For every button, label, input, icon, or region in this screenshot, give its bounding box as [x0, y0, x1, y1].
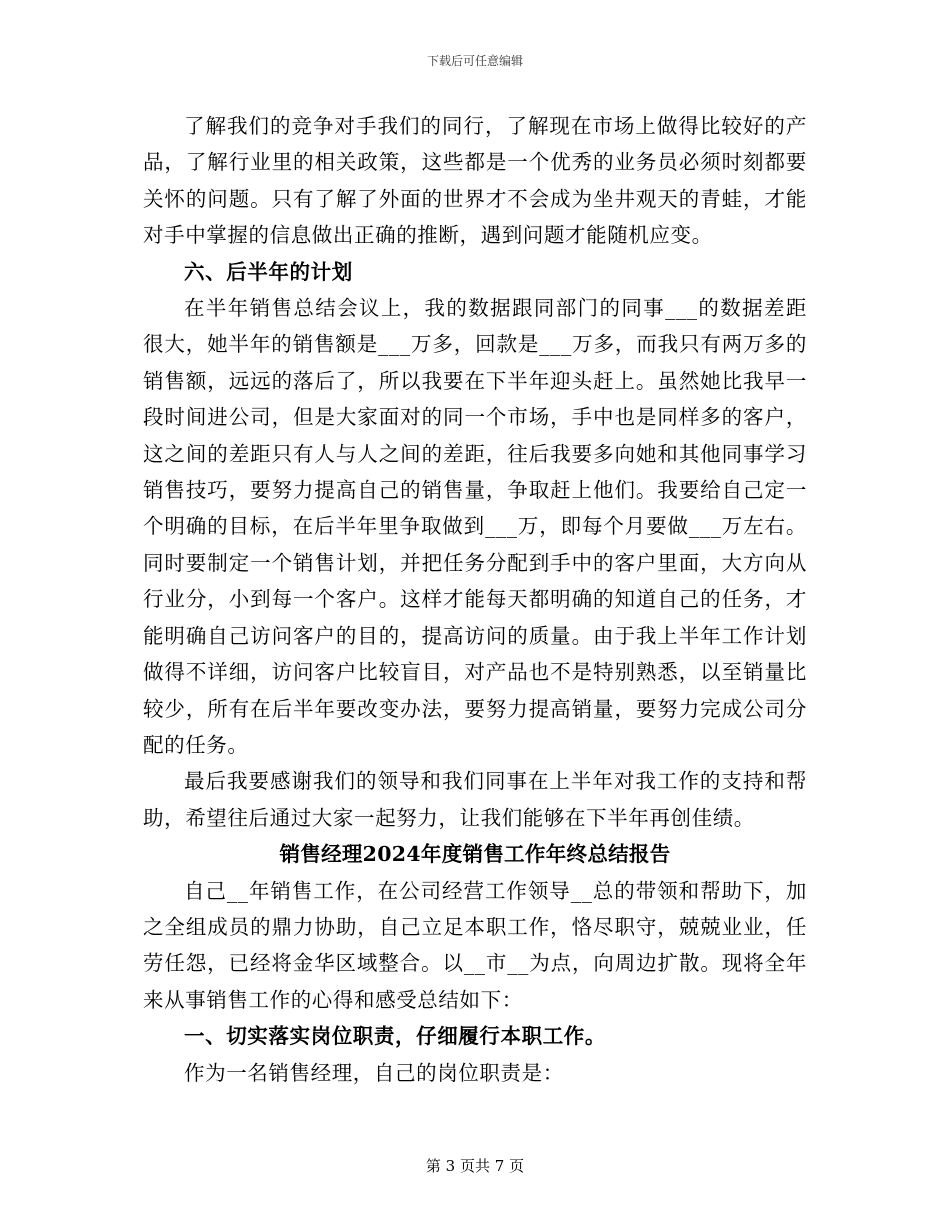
report-title: 销售经理2024年度销售工作年终总结报告 — [279, 842, 671, 867]
paragraph-duties: 作为一名销售经理，自己的岗位职责是： — [184, 1060, 564, 1085]
page-footer: 第 3 页共 7 页 — [425, 1157, 525, 1175]
paragraph-second-half-plan: 在半年销售总结会议上，我的数据跟同部门的同事___的数据差距很大，她半年的销售额是___万多，回款是___万多，而我只有两万多的销售额，远远的落后了，所以我要在下半年迎头赶上。虽然她比我早一段时间进公司，但是大家面对的同一个市场，手中也是同样多的客户，这之间的差距只有人与人之间的差距，往后我要多向她和其他同事学习销售技巧，要努力提高自己的销售量，争取赶上他们。我要给自己定一个明确的目标，在后半年里争取做到___万，即每个月要做___万左右。同时要制定一个销售计划，并把任务分配到手中的客户里面，大方向从行业分，小到每一个客户。这样才能每天都明确的知道自己的任务，才能明确自己访问客户的目的，提高访问的质量。由于我上半年工作计划做得不详细，访问客户比较盲目，对产品也不是特别熟悉，以至销量比较少，所有在后半年要改变办法，要努力提高销量，要努力完成公司分配的任务。 — [143, 296, 807, 757]
document-body — [143, 108, 807, 1091]
section-heading-one: 一、切实落实岗位职责，仔细履行本职工作。 — [184, 1024, 606, 1049]
paragraph-thanks: 最后我要感谢我们的领导和我们同事在上半年对我工作的支持和帮助，希望往后通过大家一起努力，让我们能够在下半年再创佳绩。 — [143, 769, 807, 830]
page-header: 下载后可任意编辑 — [426, 54, 523, 68]
paragraph-competitors: 了解我们的竞争对手我们的同行，了解现在市场上做得比较好的产品，了解行业里的相关政策，这些都是一个优秀的业务员必须时刻都要关怀的问题。只有了解了外面的世界才不会成为坐井观天的青蛙，才能对手中掌握的信息做出正确的推断，遇到问题才能随机应变。 — [143, 114, 807, 248]
section-heading-six: 六、后半年的计划 — [184, 259, 353, 284]
paragraph-intro: 自己__年销售工作，在公司经营工作领导__总的带领和帮助下，加之全组成员的鼎力协助，自己立足本职工作，恪尽职守，兢兢业业，任劳任怨，已经将金华区域整合。以__市__为点，向周边扩散。现将全年来从事销售工作的心得和感受总结如下： — [143, 878, 807, 1012]
